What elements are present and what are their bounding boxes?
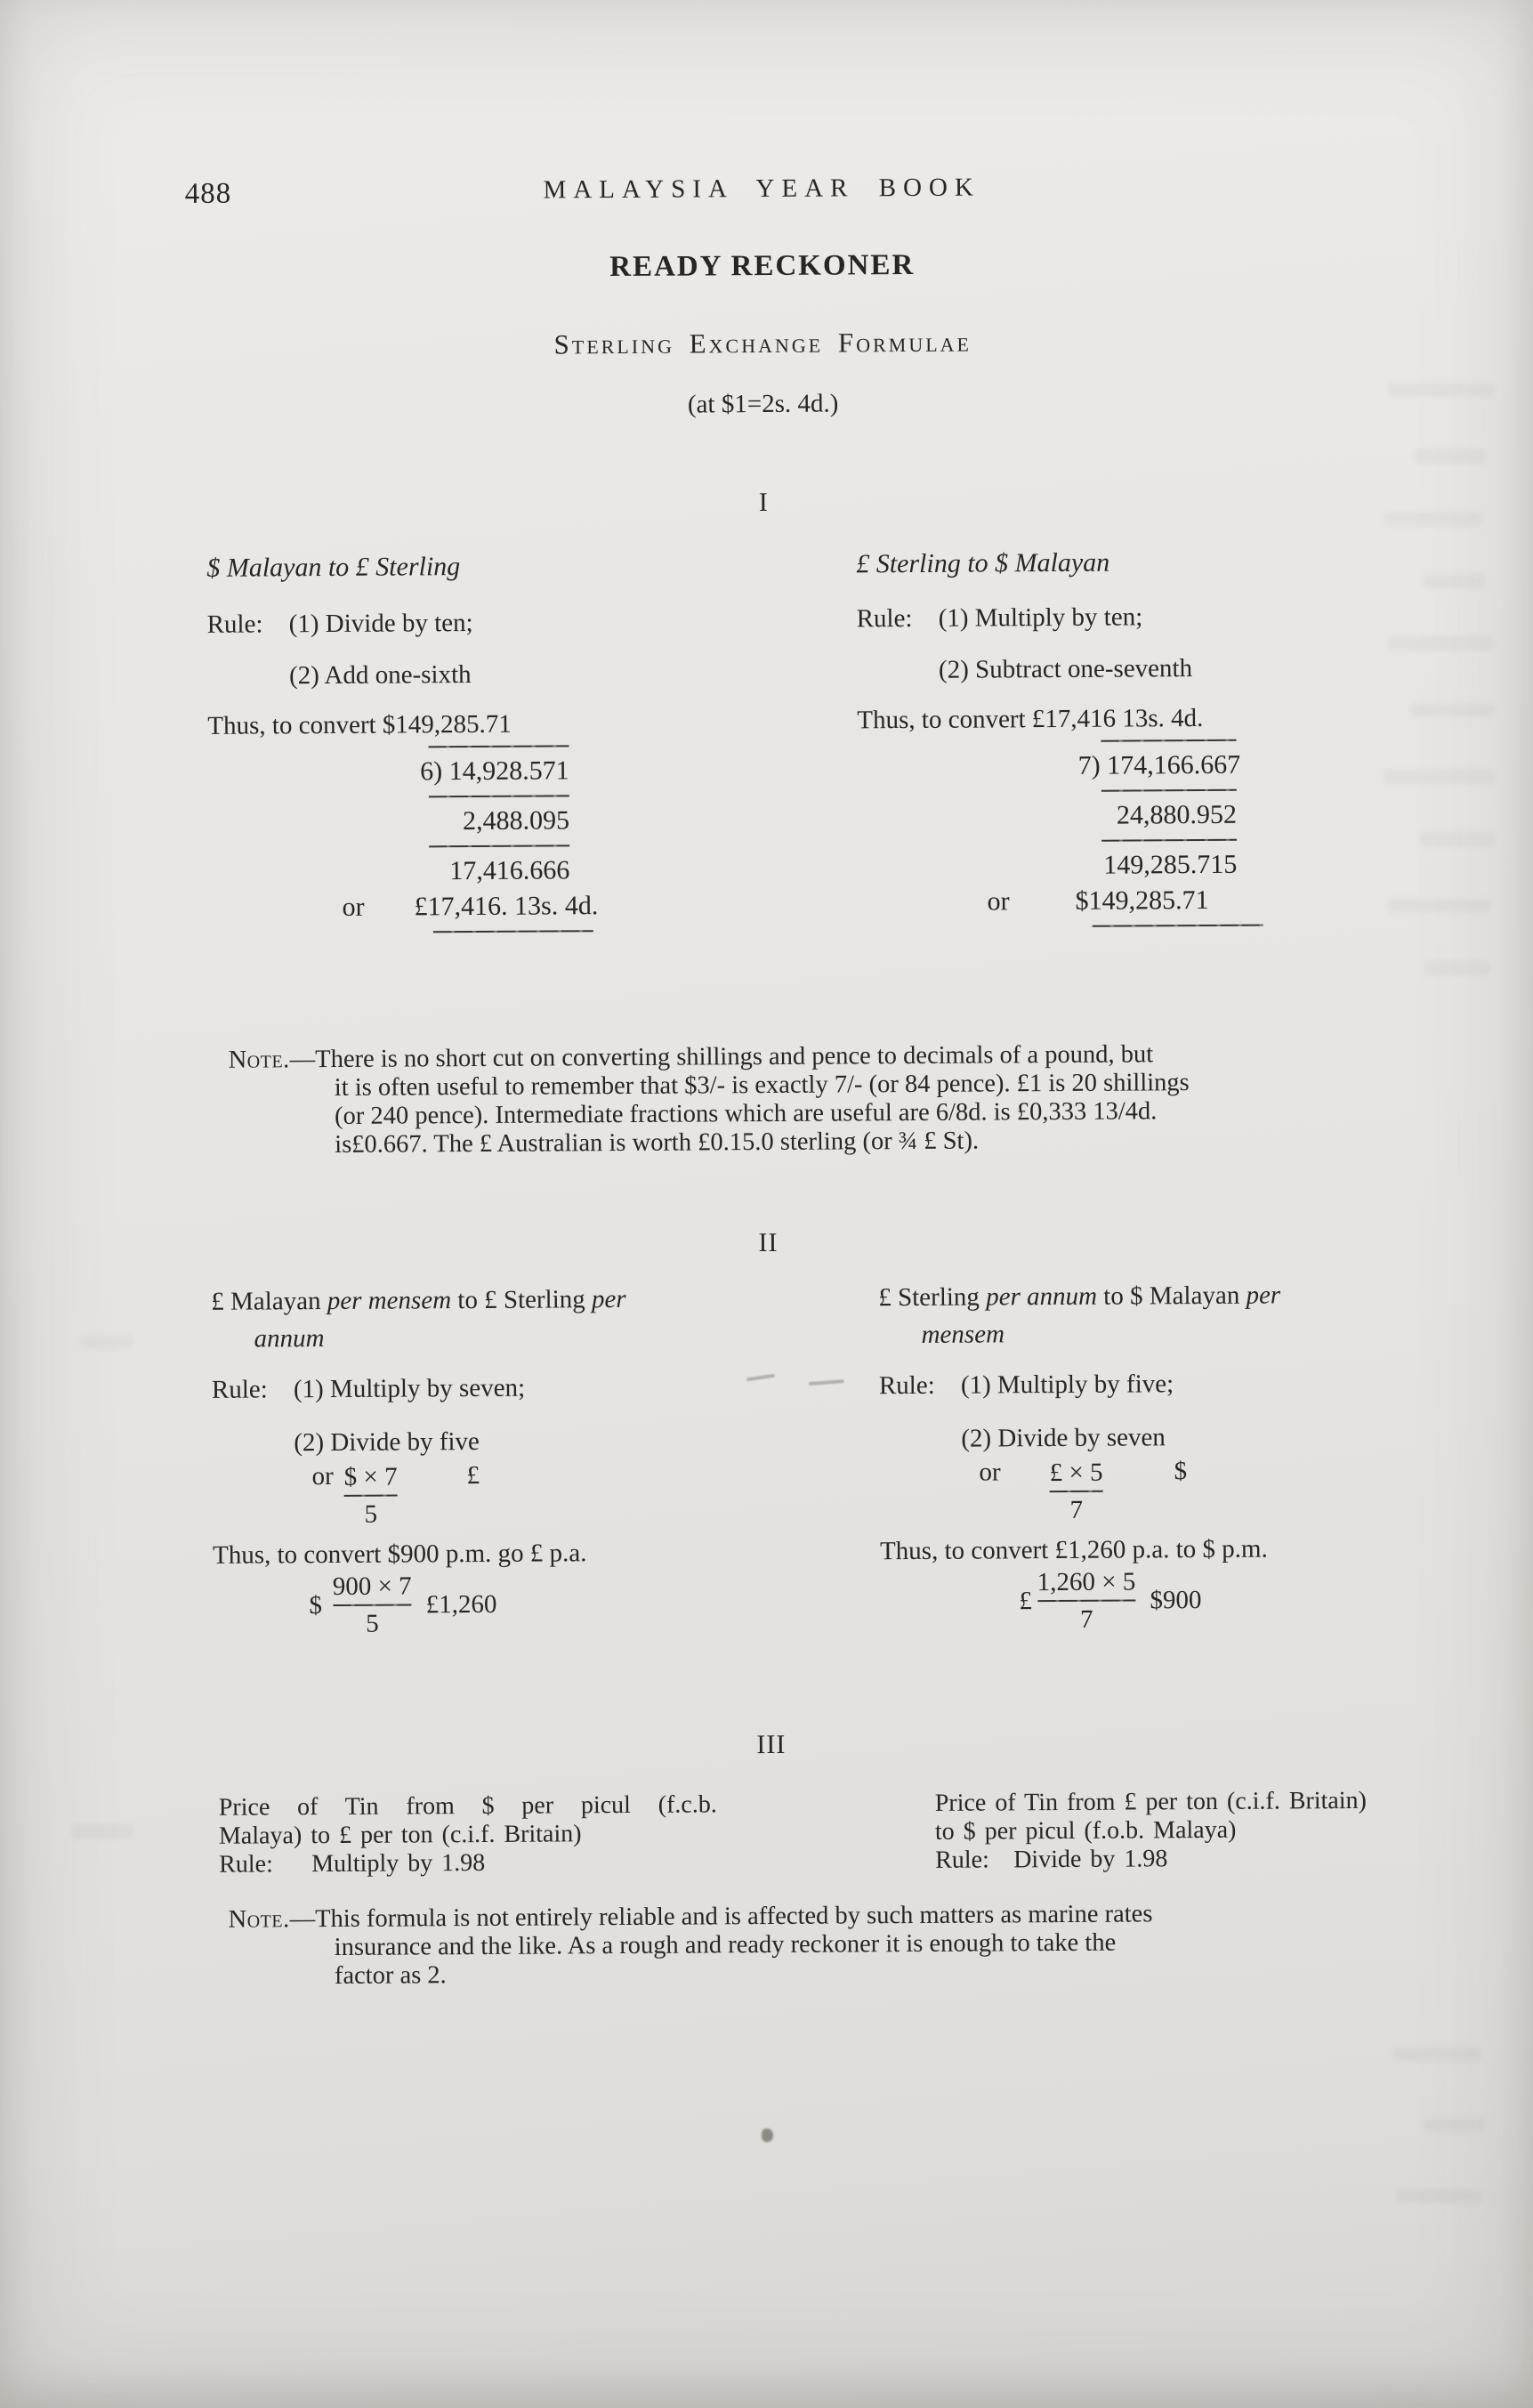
rule-text: Divide by 1.98 — [1013, 1845, 1168, 1874]
rule-label: Rule: — [206, 610, 263, 639]
fraction — [1050, 1458, 1103, 1525]
section-1-numeral: I — [758, 487, 769, 518]
note-line: insurance and the like. As a rough and ready reckoner it is enough to take the — [334, 1928, 1117, 1961]
note-label: Note. — [228, 1905, 290, 1934]
tin-price-description-line-1: Price of Tin from $ per picul (f.c.b. — [218, 1790, 717, 1822]
page-number: 488 — [184, 177, 232, 210]
fraction-numerator: 900 × 7 — [332, 1572, 412, 1601]
rule-line-2 — [857, 650, 1462, 686]
section-2-left-column — [211, 1280, 729, 1640]
note-line: factor as 2. — [334, 1961, 447, 1990]
heading-line-1: £ Sterling per annum to $ Malayan per — [878, 1281, 1281, 1313]
formula-result-symbol: $ — [1174, 1457, 1188, 1486]
exchange-rate-note: (at $1=2s. 4d.) — [687, 389, 839, 419]
formula-row — [879, 1455, 1466, 1526]
conversion-heading-sterling-to-dollar: £ Sterling to $ Malayan — [856, 547, 1110, 579]
example-intro: Thus, to convert $900 p.m. go £ p.a. — [212, 1539, 587, 1570]
fraction-denominator: 5 — [364, 1499, 378, 1529]
heading-line-2: annum — [254, 1324, 325, 1353]
heading-line-2: mensem — [921, 1320, 1005, 1349]
rule-stroke — [1101, 789, 1237, 792]
rule-stroke — [1101, 839, 1237, 842]
note-text: —This formula is not entirely reliable and is affected by such matters as marine rates — [289, 1900, 1153, 1934]
rule-line — [935, 1843, 1512, 1875]
or-label: or — [987, 886, 1010, 917]
equation-result: £1,260 — [425, 1589, 497, 1619]
result-line — [342, 887, 742, 925]
fraction — [1037, 1566, 1136, 1635]
fraction-bar — [344, 1495, 398, 1497]
ink-smudge — [762, 2129, 773, 2142]
rule-label: Rule: — [935, 1846, 989, 1874]
quotient-line: 2,488.095 — [462, 805, 570, 836]
tin-price-description-line-2: Malaya) to £ per ton (c.i.f. Britain) — [218, 1820, 582, 1850]
rule-line-1 — [212, 1370, 728, 1406]
rule-line-1 — [857, 599, 1462, 634]
heading-line-1: £ Malayan per mensem to £ Sterling per — [211, 1284, 626, 1316]
conversion-heading-per-mensem-to-per-annum — [211, 1280, 728, 1358]
fraction-bar — [1050, 1491, 1103, 1492]
division-line: 6) 14,928.571 — [420, 756, 569, 787]
or-label: or — [342, 892, 365, 922]
section-1-note — [229, 1038, 1511, 1160]
note-label: Note. — [228, 1046, 290, 1074]
example-intro: Thus, to convert £1,260 p.a. to $ p.m. — [879, 1534, 1268, 1566]
section-1-left-column — [206, 548, 743, 934]
note-line: is£0.667. The £ Australian is worth £0.15.0 sterling (or ¾ £ St). — [335, 1127, 980, 1159]
fraction-numerator: 1,260 × 5 — [1037, 1567, 1136, 1597]
rule-line-2 — [879, 1419, 1466, 1455]
rule-line-2 — [212, 1424, 728, 1459]
long-division-working — [342, 745, 570, 890]
rule-stroke — [433, 930, 593, 933]
rule-label: Rule: — [878, 1370, 935, 1401]
pencil-mark — [746, 1374, 775, 1382]
rule-step-2: (2) Divide by seven — [961, 1423, 1166, 1453]
rule-label: Rule: — [219, 1850, 273, 1879]
converted-result: £17,416. 13s. 4d. — [414, 891, 599, 922]
rule-step-1: (1) Multiply by seven; — [293, 1373, 526, 1404]
rule-stroke — [429, 745, 569, 747]
fraction-denominator: 5 — [366, 1609, 379, 1638]
fraction-denominator: 7 — [1079, 1604, 1093, 1634]
formula-result-symbol: £ — [466, 1460, 480, 1491]
fraction-denominator: 7 — [1069, 1495, 1084, 1524]
subtotal-line: 149,285.715 — [1103, 849, 1238, 880]
example-intro: Thus, to convert $149,285.71 — [207, 709, 512, 740]
section-3-note — [228, 1898, 1510, 1992]
rule-label: Rule: — [856, 603, 913, 634]
tin-price-description-line-1: Price of Tin from £ per ton (c.i.f. Britain) — [934, 1786, 1368, 1817]
rule-step-1: (1) Divide by ten; — [288, 609, 473, 639]
example-intro: Thus, to convert £17,416 13s. 4d. — [857, 703, 1204, 735]
note-line: (or 240 pence). Intermediate fractions which are useful are 6/8d. is £0,333 13/4d. — [334, 1097, 1158, 1130]
section-3-left-column — [219, 1790, 718, 1879]
section-3-right-column — [935, 1786, 1513, 1875]
fraction-numerator: $ × 7 — [343, 1462, 398, 1491]
fraction — [333, 1571, 412, 1639]
section-3-numeral: III — [756, 1729, 787, 1760]
equation-prefix: $ — [309, 1590, 322, 1620]
rule-stroke — [429, 795, 569, 797]
page-header — [0, 170, 1529, 219]
equation-prefix: £ — [1019, 1586, 1032, 1615]
example-equation — [309, 1569, 729, 1639]
rule-stroke — [429, 844, 569, 847]
rule-stroke — [1093, 925, 1263, 927]
subtotal-line: 17,416.666 — [449, 855, 570, 886]
fraction — [344, 1462, 398, 1530]
rule-text: Multiply by 1.98 — [311, 1848, 486, 1879]
conversion-heading-dollar-to-sterling: $ Malayan to £ Sterling — [206, 552, 461, 583]
rule-line-2 — [207, 657, 741, 692]
note-line: it is often useful to remember that $3/- is exactly 7/- (or 84 pence). £1 is 20 shillings — [334, 1069, 1190, 1102]
rule-step-2: (2) Add one-sixth — [288, 660, 472, 691]
rule-line — [219, 1847, 717, 1879]
rule-line-1 — [207, 605, 741, 641]
section-1-right-column — [856, 544, 1464, 928]
or-label: or — [311, 1461, 334, 1491]
rule-step-1: (1) Multiply by ten; — [938, 602, 1143, 633]
fraction-numerator: £ × 5 — [1049, 1458, 1103, 1488]
running-title: MALAYSIA YEAR BOOK — [543, 173, 980, 205]
converted-result: $149,285.71 — [1075, 885, 1209, 916]
division-line: 7) 174,166.667 — [1077, 749, 1241, 780]
fraction-bar — [1037, 1599, 1136, 1602]
result-line — [987, 881, 1463, 919]
quotient-line: 24,880.952 — [1116, 799, 1238, 830]
rule-step-2: (2) Subtract one-seventh — [938, 654, 1193, 684]
equation-result: $900 — [1150, 1585, 1202, 1614]
rule-stroke — [1101, 739, 1236, 742]
pencil-mark — [809, 1379, 844, 1386]
rule-line-1 — [879, 1366, 1466, 1402]
page-title: READY RECKONER — [609, 248, 916, 284]
or-label: or — [979, 1458, 1001, 1487]
rule-step-1: (1) Multiply by five; — [960, 1370, 1174, 1400]
section-2-right-column — [878, 1275, 1467, 1636]
formula-row — [212, 1459, 728, 1531]
example-equation — [1019, 1564, 1467, 1635]
note-text: —There is no short cut on converting shillings and pence to decimals of a pound, but — [289, 1040, 1154, 1074]
page-subtitle: Sterling Exchange Formulae — [553, 326, 972, 360]
conversion-heading-per-annum-to-per-mensem — [878, 1275, 1466, 1353]
section-2-numeral: II — [758, 1227, 779, 1258]
long-division-working — [1077, 739, 1241, 884]
fraction-bar — [333, 1604, 412, 1606]
rule-step-2: (2) Divide by five — [294, 1426, 480, 1458]
rule-label: Rule: — [211, 1375, 268, 1404]
tin-price-description-line-2: to $ per picul (f.o.b. Malaya) — [934, 1815, 1237, 1846]
